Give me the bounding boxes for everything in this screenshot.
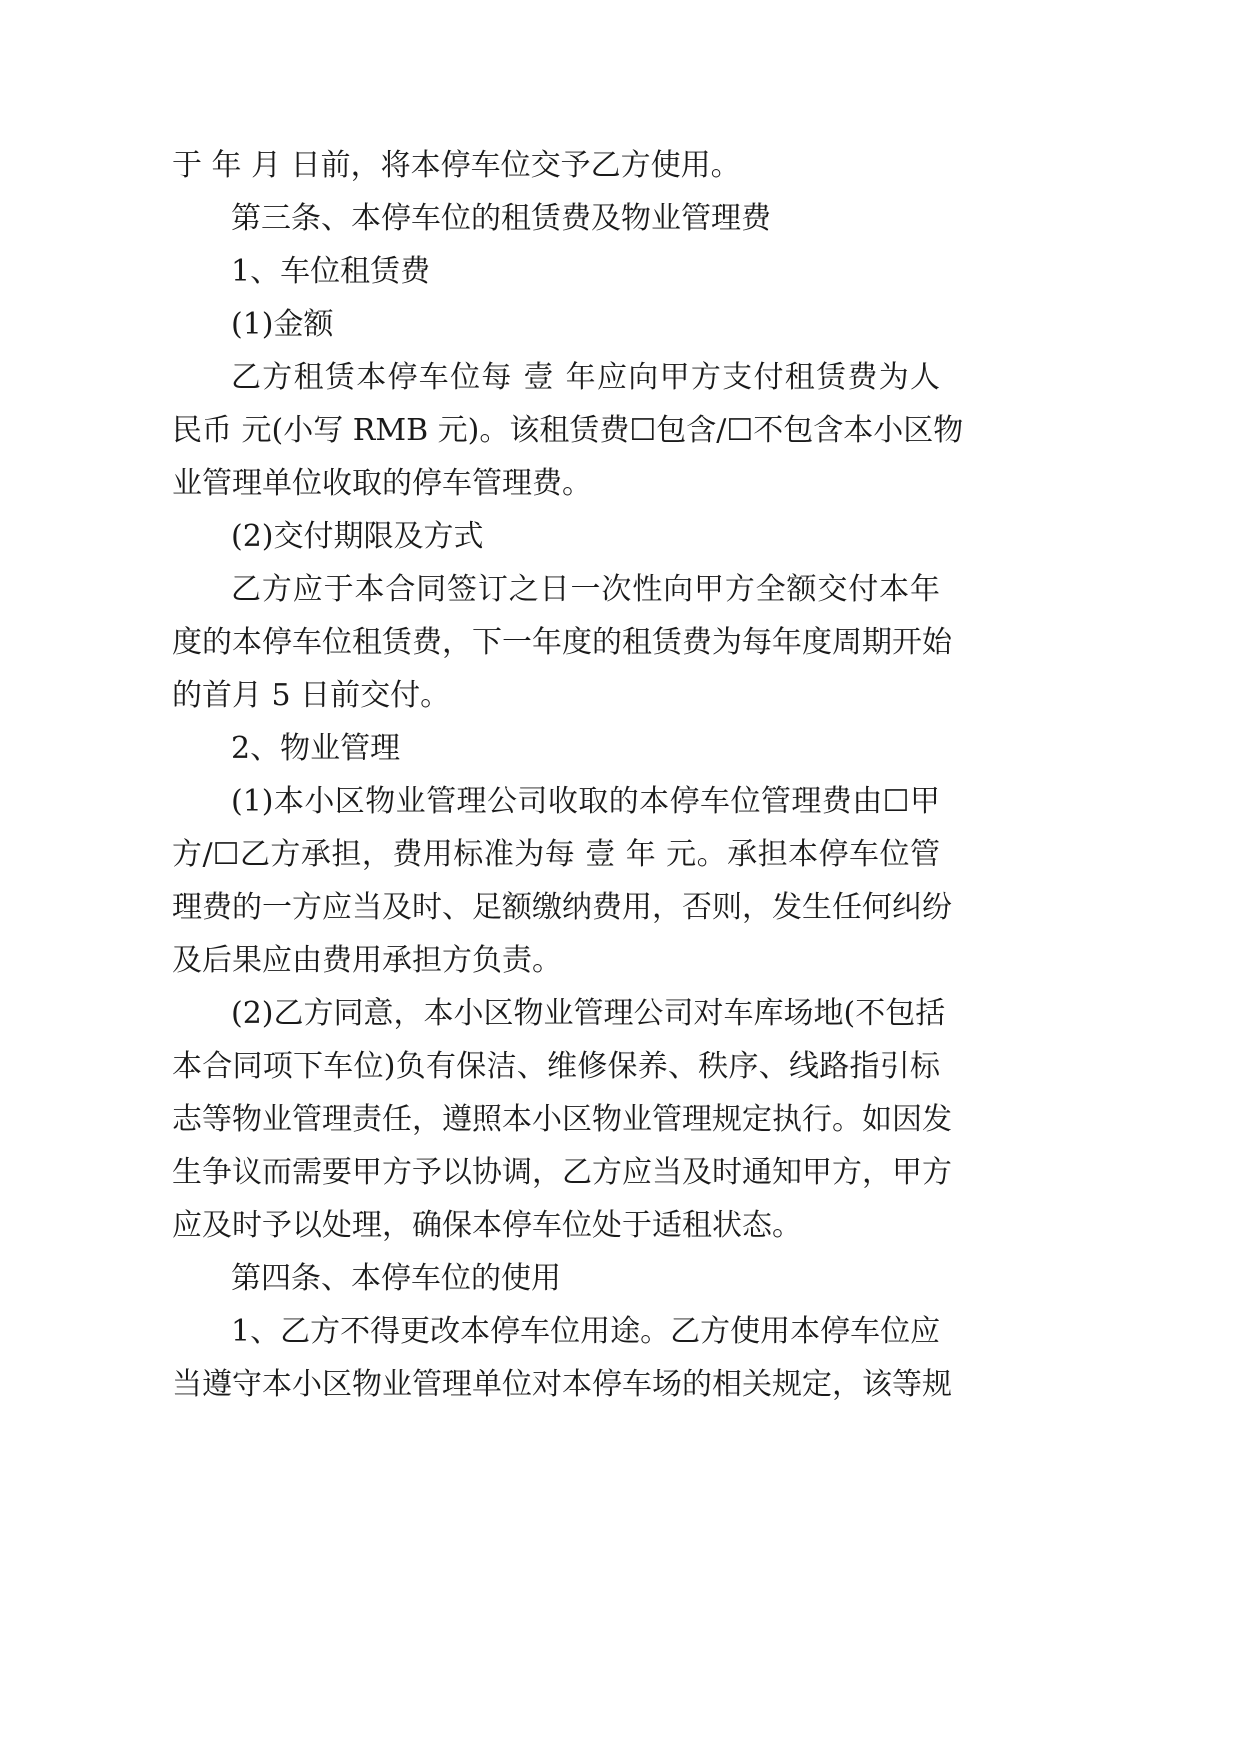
text-line: 及后果应由费用承担方负责。 <box>172 943 562 978</box>
text-line: 理费的一方应当及时、足额缴纳费用，否则，发生任何纠纷 <box>172 890 952 925</box>
item-heading: (1)金额 <box>231 307 334 342</box>
text-line: 志等物业管理责任，遵照本小区物业管理规定执行。如因发 <box>172 1102 952 1137</box>
text-line: 1、乙方不得更改本停车位用途。乙方使用本停车位应 <box>231 1314 941 1349</box>
text-line: 乙方租赁本停车位每 壹 年应向甲方支付租赁费为人 <box>231 360 940 395</box>
text-line: (1)本小区物业管理公司收取的本停车位管理费由☐甲 <box>231 784 940 819</box>
text-line: 业管理单位收取的停车管理费。 <box>172 466 592 501</box>
text-line: 应及时予以处理，确保本停车位处于适租状态。 <box>172 1208 802 1243</box>
text-line: (2)乙方同意，本小区物业管理公司对车库场地(不包括 <box>231 996 946 1031</box>
item-heading: (2)交付期限及方式 <box>231 519 484 554</box>
text-line: 乙方应于本合同签订之日一次性向甲方全额交付本年 <box>231 572 940 607</box>
subsection-heading: 2、物业管理 <box>231 731 401 766</box>
section-heading: 第四条、本停车位的使用 <box>231 1261 561 1296</box>
subsection-heading: 1、车位租赁费 <box>231 254 431 289</box>
text-line: 本合同项下车位)负有保洁、维修保养、秩序、线路指引标 <box>172 1049 940 1084</box>
text-line: 生争议而需要甲方予以协调，乙方应当及时通知甲方，甲方 <box>172 1155 952 1190</box>
text-line: 民币 元(小写 RMB 元)。该租赁费☐包含/☐不包含本小区物 <box>172 413 964 448</box>
text-line: 方/☐乙方承担，费用标准为每 壹 年 元。承担本停车位管 <box>172 837 940 872</box>
text-line: 度的本停车位租赁费，下一年度的租赁费为每年度周期开始 <box>172 625 952 660</box>
text-line: 于 年 月 日前，将本停车位交予乙方使用。 <box>172 148 741 183</box>
text-line: 当遵守本小区物业管理单位对本停车场的相关规定，该等规 <box>172 1367 952 1402</box>
text-line: 的首月 5 日前交付。 <box>172 678 451 713</box>
section-heading: 第三条、本停车位的租赁费及物业管理费 <box>231 201 771 236</box>
